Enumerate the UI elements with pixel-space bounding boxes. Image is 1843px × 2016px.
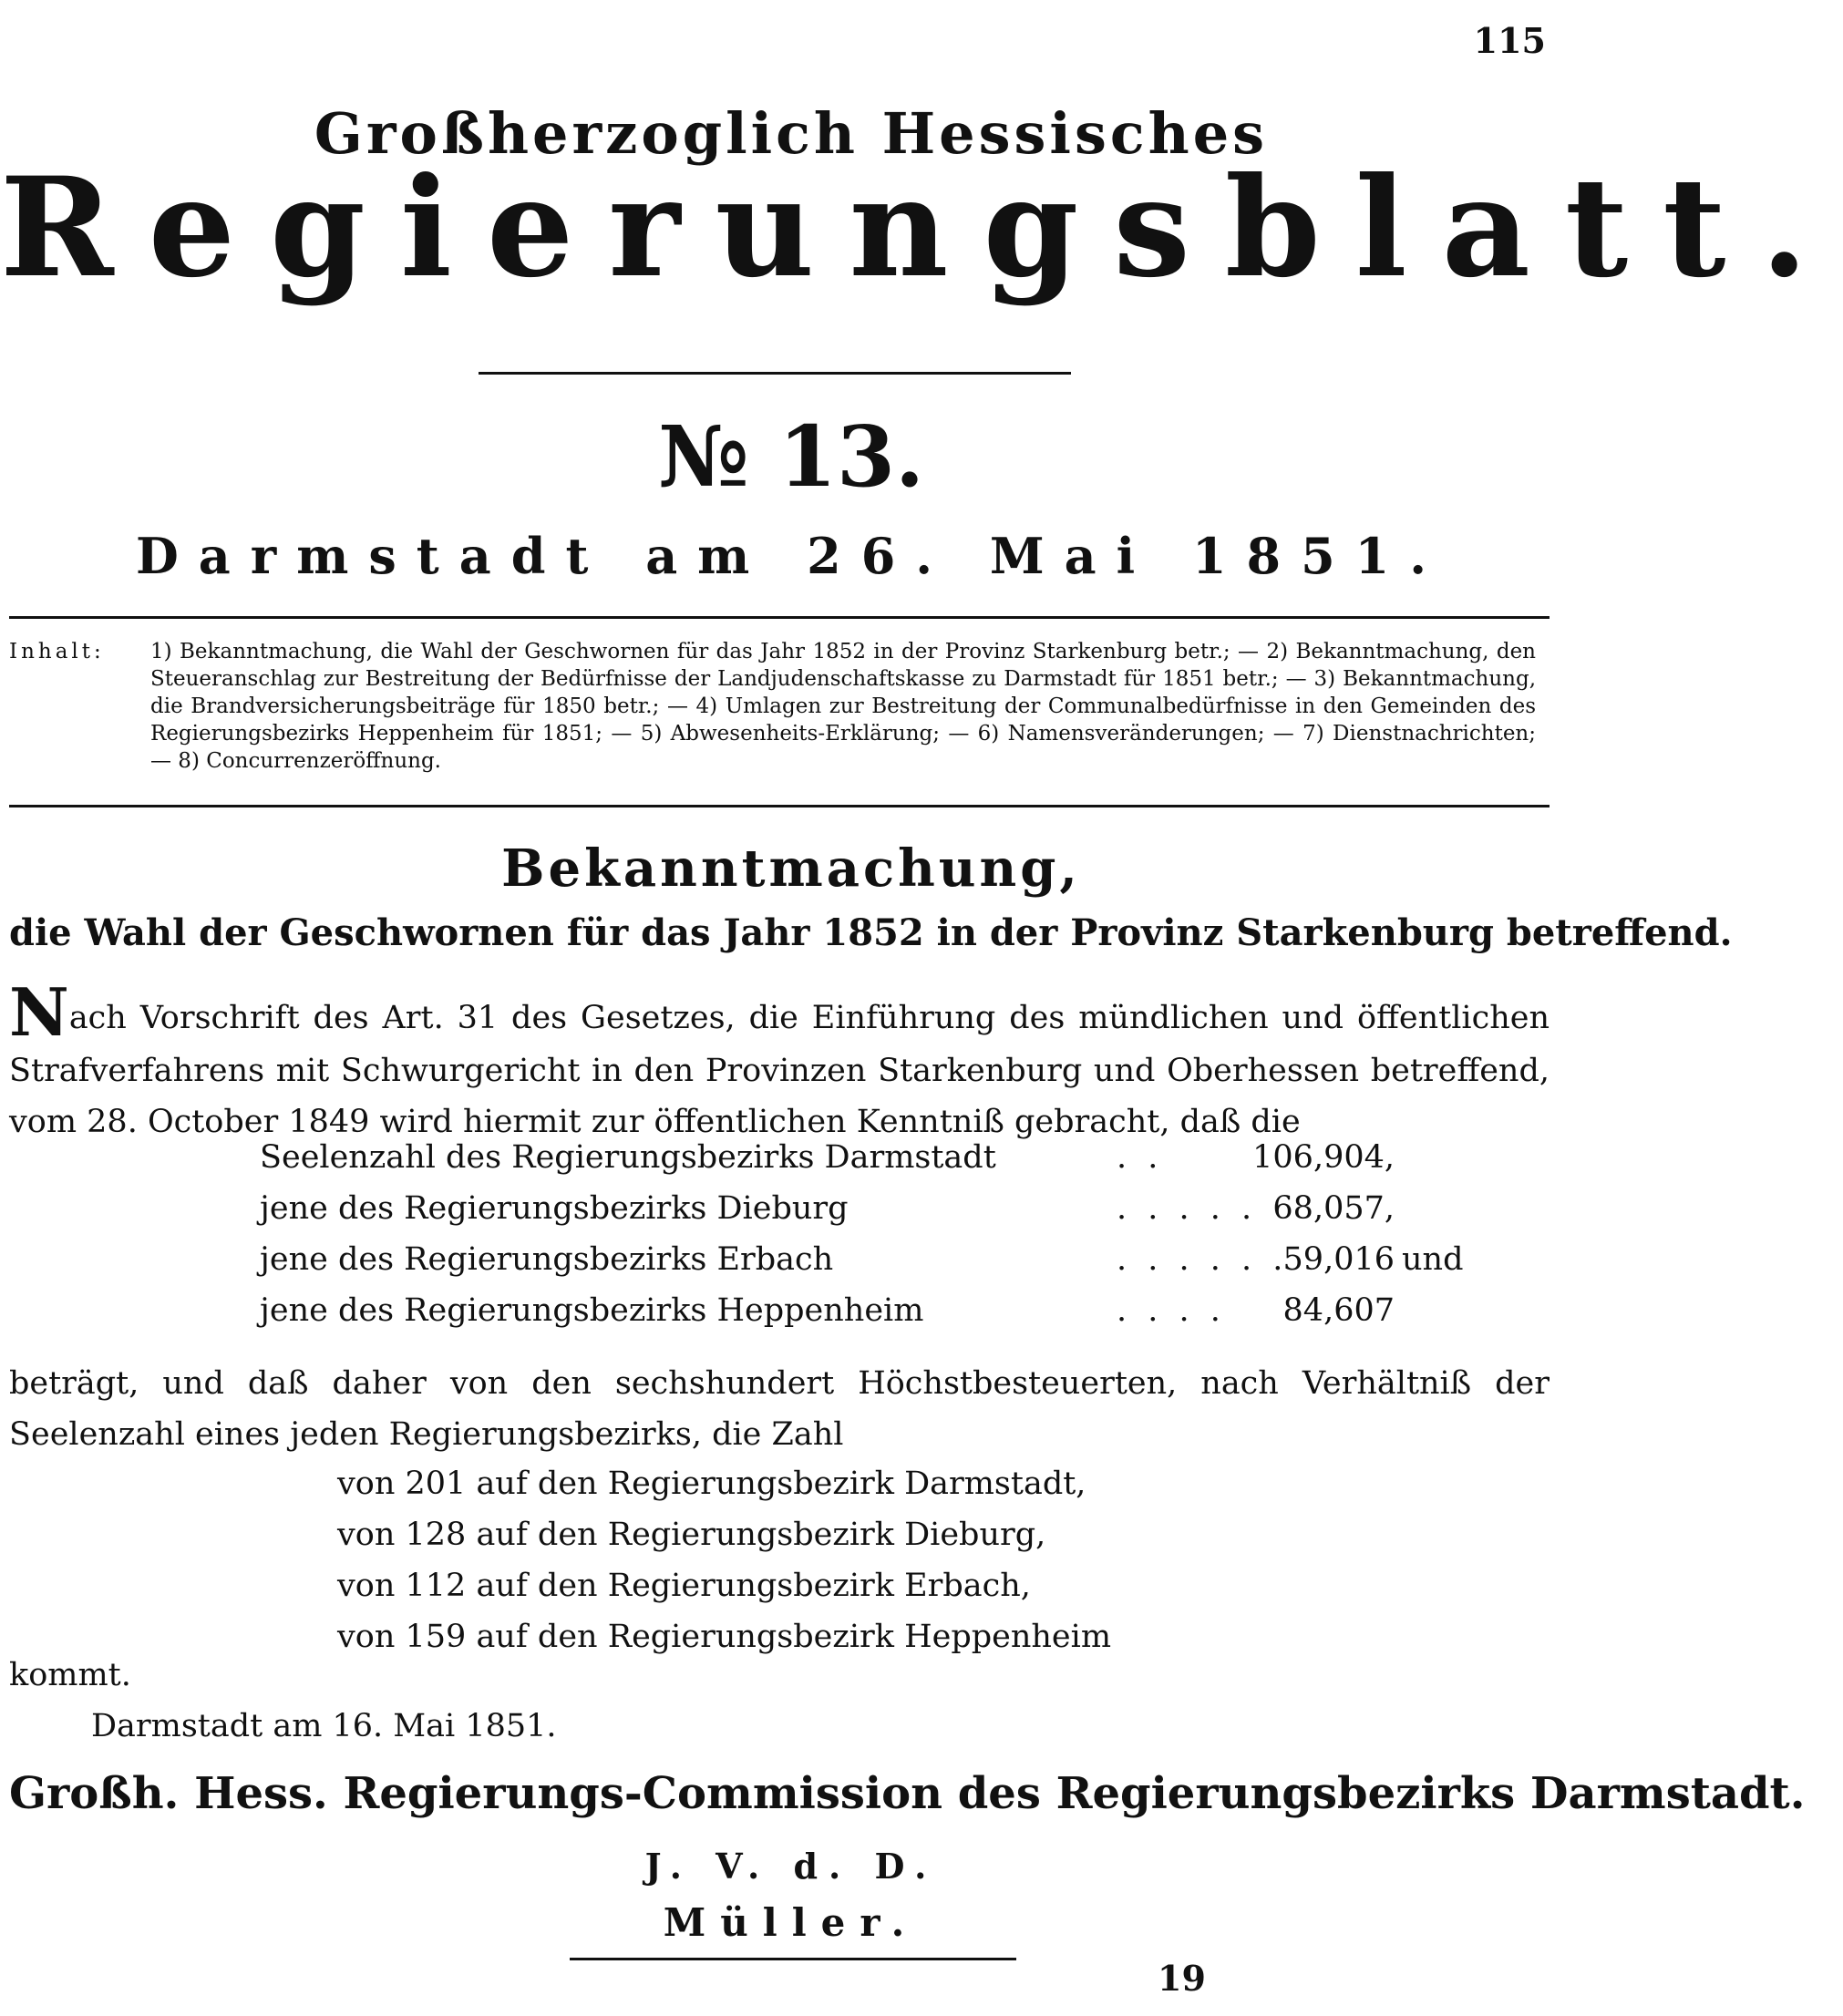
population-label: jene des Regierungsbezirks Dieburg [260, 1190, 849, 1227]
population-suffix: und [1402, 1241, 1464, 1278]
footer-rule [570, 1958, 1016, 1960]
contents-label: Inhalt: [9, 640, 105, 663]
population-label: Seelenzahl des Regierungsbezirks Darmstadt [260, 1139, 996, 1176]
table-of-contents [9, 638, 1550, 775]
intro-text: ach Vorschrift des Art. 31 des Gesetzes, die Einführung des mündlichen und öffentlichen Strafverfahrens mit Schwurgericht in den Provinzen Starkenburg und Oberhessen betreffend, vom 28. October 1849 wird hiermit zur öffentlichen Kenntniß gebracht, daß die [9, 1000, 1550, 1140]
population-table [260, 1132, 1464, 1336]
notice-date: Darmstadt am 16. Mai 1851. [91, 1708, 557, 1744]
allocation-item: von 201 auf den Regierungsbezirk Darmstadt, [337, 1466, 1086, 1502]
population-value: 84,607 [1282, 1292, 1395, 1329]
allocation-item: von 128 auf den Regierungsbezirk Dieburg, [337, 1517, 1046, 1553]
masthead-divider [479, 372, 1071, 375]
leader-dots: . . [1117, 1139, 1164, 1176]
population-label: jene des Regierungsbezirks Erbach [260, 1241, 834, 1278]
masthead-line1: Großherzoglich Hessisches [314, 100, 1269, 167]
issue-dateline: Darmstadt am 26. Mai 1851. [135, 527, 1447, 585]
leader-dots: . . . . . . [1117, 1241, 1289, 1278]
contents-top-rule [9, 616, 1550, 619]
allocation-list [337, 1458, 1111, 1662]
drop-cap: N [9, 973, 69, 1051]
leader-dots: . . . . [1117, 1292, 1226, 1329]
leader-dots: . . . . . [1117, 1190, 1258, 1227]
sheet-number: 19 [1158, 1958, 1206, 1999]
population-value: 68,057, [1272, 1190, 1395, 1227]
population-row [260, 1285, 1464, 1336]
issue-number: № 13. [657, 407, 925, 506]
population-row [260, 1183, 1464, 1234]
notice-middle-paragraph: beträgt, und daß daher von den sechshundert Höchstbesteuerten, nach Verhältniß der Seelenzahl eines jeden Regierungsbezirks, die Zahl [9, 1365, 1550, 1453]
allocation-item: von 159 auf den Regierungsbezirk Heppenheim [337, 1619, 1112, 1655]
notice-heading: Bekanntmachung, [501, 838, 1081, 899]
contents-text: 1) Bekanntmachung, die Wahl der Geschwornen für das Jahr 1852 in der Provinz Starkenburg betr.; — 2) Bekanntmachung, den Steueranschlag zur Bestreitung der Bedürfnisse der Landjudenschaftskasse zu Darmstadt für 1851 betr.; — 3) Bekanntmachung, die Brandversicherungsbeiträge für 1850 betr.; — 4) Umlagen zur Bestreitung der Communalbedürfnisse in den Gemeinden des Regierungsbezirks Heppenheim für 1851; — 5) Abwesenheits-Erklärung; — 6) Namensveränderungen; — 7) Dienstnachrichten; — 8) Concurrenzeröffnung. [150, 640, 1536, 773]
signatory-name: Müller. [663, 1900, 920, 1945]
masthead-title: Regierungsblatt. [0, 148, 1843, 308]
population-value: 59,016 [1282, 1241, 1395, 1278]
page-number: 115 [1473, 20, 1546, 61]
notice-intro-paragraph [9, 973, 1550, 1147]
population-row [260, 1132, 1464, 1183]
population-label: jene des Regierungsbezirks Heppenheim [260, 1292, 924, 1329]
issuing-authority: Großh. Hess. Regierungs-Commission des Regierungsbezirks Darmstadt. [9, 1768, 1806, 1819]
population-value: 106,904, [1252, 1139, 1395, 1176]
notice-subheading: die Wahl der Geschwornen für das Jahr 1852 in der Provinz Starkenburg betreffend. [9, 911, 1733, 954]
population-row [260, 1234, 1464, 1285]
contents-bottom-rule [9, 805, 1550, 807]
allocation-item: von 112 auf den Regierungsbezirk Erbach, [337, 1568, 1031, 1604]
signatory-initials: J. V. d. D. [644, 1846, 938, 1887]
closing-word: kommt. [9, 1657, 131, 1693]
